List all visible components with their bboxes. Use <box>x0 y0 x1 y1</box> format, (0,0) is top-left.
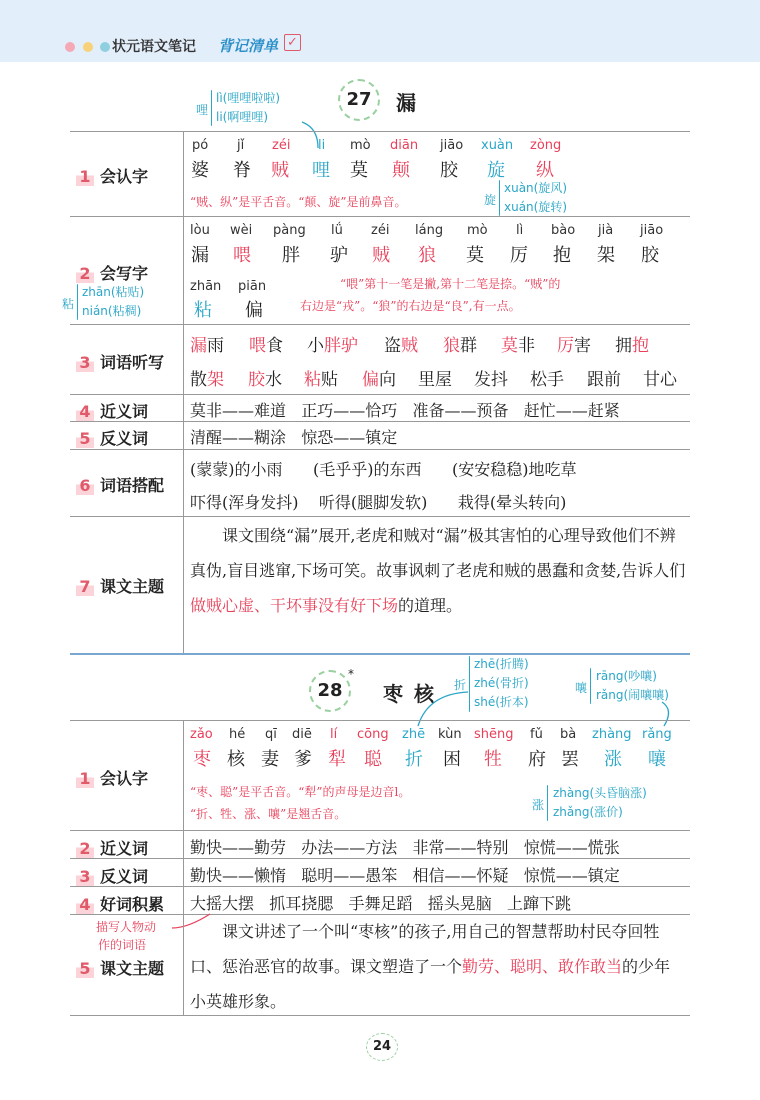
word: 甘心 <box>643 370 677 390</box>
table-bottom-line <box>70 653 690 655</box>
char: 偏 <box>245 300 263 321</box>
section-label: 5 反义词 <box>76 426 148 449</box>
pinyin: diān <box>390 138 419 153</box>
zhe-note-lines <box>474 655 529 712</box>
rang-note-brace <box>590 668 591 704</box>
li-note-brace <box>211 90 212 126</box>
pinyin: fǔ <box>530 727 543 742</box>
pinyin: pàng <box>273 223 306 238</box>
pinyin: zǎo <box>190 727 213 742</box>
li-note-char: 哩 <box>196 103 209 117</box>
pinyin: kùn <box>438 727 462 742</box>
rang-connector <box>650 700 680 730</box>
pinyin: jià <box>598 223 614 238</box>
word: 散架 <box>190 370 224 390</box>
char: 莫 <box>350 160 368 181</box>
word: 漏雨 <box>190 336 224 356</box>
char: 婆 <box>191 160 209 181</box>
pinyin: láng <box>415 223 444 238</box>
pinyin: cōng <box>357 727 389 742</box>
zhe-note-line: shé(折本) <box>474 695 529 709</box>
zhan-note-line: zhān(粘贴) <box>82 285 145 299</box>
char: 驴 <box>330 245 348 266</box>
section-label: 1 会认字 <box>76 766 148 789</box>
word: 胶水 <box>248 370 282 390</box>
char: 狼 <box>418 245 436 266</box>
xuan-note-line: xuán(旋转) <box>504 200 568 214</box>
char: 哩 <box>312 160 330 181</box>
word: 偏向 <box>362 370 396 390</box>
l27-collocations-row-2: 吓得(浑身发抖) 听得(腿脚发软) 栽得(晕头转向) <box>190 493 567 512</box>
li-note-lines <box>216 89 280 127</box>
lesson-27-number: 27 <box>338 79 380 121</box>
word: 里屋 <box>418 370 452 390</box>
li-note-line: li(啊哩哩) <box>216 110 269 124</box>
zhan-note-lines <box>82 283 144 321</box>
word: 盗贼 <box>384 336 418 356</box>
char: 纵 <box>536 160 554 181</box>
book-title: 状元语文笔记 <box>112 39 196 55</box>
rang-note-line: rǎng(闹嚷嚷) <box>596 688 669 702</box>
xuan-note-lines <box>504 179 567 217</box>
pinyin: bà <box>560 727 577 742</box>
section-label: 4 近义词 <box>76 399 148 422</box>
word: 拥抱 <box>615 336 649 356</box>
word: 喂食 <box>249 336 283 356</box>
char: 犁 <box>328 749 346 770</box>
char: 核 <box>227 749 245 770</box>
section-label: 3 反义词 <box>76 864 148 887</box>
zhan-note-line: nián(粘稠) <box>82 304 142 318</box>
row-line <box>70 394 690 395</box>
char: 折 <box>405 749 423 770</box>
char: 抱 <box>553 245 571 266</box>
table-top-line <box>70 720 690 721</box>
l27-s2-note-1: “喂”第十一笔是撇,第十二笔是捺。“贼”的 <box>340 277 561 291</box>
char: 罢 <box>561 749 579 770</box>
lesson-28-title: 枣 核 <box>383 682 436 706</box>
pinyin: piān <box>238 279 267 294</box>
l28-s1-note-2: “折、牲、涨、嚷”是翘舌音。 <box>190 807 347 821</box>
word: 莫非 <box>501 336 535 356</box>
char: 困 <box>443 749 461 770</box>
top-banner <box>0 0 760 62</box>
dot-blue-icon <box>100 42 110 52</box>
char: 旋 <box>487 160 505 181</box>
l28-antonyms: 勤快——懒惰 聪明——愚笨 相信——怀疑 惊慌——镇定 <box>190 866 620 885</box>
pinyin: wèi <box>230 223 253 238</box>
pinyin: bào <box>551 223 576 238</box>
char: 颠 <box>392 160 410 181</box>
l27-s2-note-2: 右边是“戎”。“狼”的右边是“良”,有一点。 <box>300 299 521 313</box>
char: 聪 <box>364 749 382 770</box>
dot-pink-icon <box>65 42 75 52</box>
pinyin: xuàn <box>481 138 514 153</box>
char: 架 <box>597 245 615 266</box>
section-label: 7 课文主题 <box>76 574 164 597</box>
pinyin: lì <box>516 223 524 238</box>
word: 厉害 <box>557 336 591 356</box>
l27-collocations-row-1: (蒙蒙)的小雨 (毛乎乎)的东西 (安安稳稳)地吃草 <box>190 460 577 479</box>
char: 漏 <box>191 245 209 266</box>
pinyin: mò <box>467 223 488 238</box>
l27-antonyms: 清醒——糊涂 惊恐——镇定 <box>190 428 398 447</box>
char: 嚷 <box>648 749 666 770</box>
rang-note-char: 嚷 <box>575 681 588 695</box>
l27-s1-note: “贼、纵”是平舌音。“颠、旋”是前鼻音。 <box>190 195 407 209</box>
zhan-note-char: 粘 <box>62 297 75 311</box>
char: 胖 <box>282 245 300 266</box>
char: 贼 <box>271 160 289 181</box>
pinyin: zhān <box>190 279 222 294</box>
char: 枣 <box>193 749 211 770</box>
pinyin: lǘ <box>331 223 343 238</box>
zhang-note-char: 涨 <box>532 798 545 812</box>
good-words-side-note: 描写人物动 作的词语 <box>96 920 157 952</box>
char: 喂 <box>233 245 251 266</box>
xuan-note-line: xuàn(旋风) <box>504 181 568 195</box>
char: 粘 <box>194 300 212 321</box>
zhe-connector <box>408 690 472 730</box>
word: 狼群 <box>443 336 477 356</box>
word: 发抖 <box>474 370 508 390</box>
word: 粘贴 <box>304 370 338 390</box>
lesson-28-number: 28 <box>309 670 351 712</box>
char: 妻 <box>261 749 279 770</box>
checkmark-icon: ✓ <box>284 34 301 51</box>
pinyin: li <box>318 138 326 153</box>
char: 脊 <box>233 160 251 181</box>
pinyin: jiāo <box>640 223 664 238</box>
zhang-note-lines <box>553 784 647 822</box>
l27-theme-paragraph: 课文围绕“漏”展开,老虎和贼对“漏”极其害怕的心理导致他们不辨真伪,盲目逃窜,下场可笑。故事讽刺了老虎和贼的愚蠢和贪婪,告诉人们做贼心虚、干坏事没有好下场的道理。 <box>190 526 686 615</box>
pinyin: pó <box>192 138 209 153</box>
pinyin: hé <box>229 727 246 742</box>
zhe-note-line: zhé(骨折) <box>474 676 529 690</box>
word: 小胖驴 <box>307 336 358 356</box>
li-note-line: lì(哩哩啦啦) <box>216 91 281 105</box>
table-bottom-line <box>70 1015 690 1016</box>
row-line <box>70 886 690 887</box>
zhe-note-char: 折 <box>454 678 467 692</box>
rang-note-line: rāng(吵嚷) <box>596 669 657 683</box>
pinyin: zhàng <box>592 727 632 742</box>
word: 跟前 <box>587 370 621 390</box>
l28-theme-paragraph: 课文讲述了一个叫“枣核”的孩子,用自己的智慧帮助村民夺回牲口、惩治恶官的故事。课文塑造了一个勤劳、聪明、敢作敢当的少年小英雄形象。 <box>190 922 671 1011</box>
pinyin: qī <box>265 727 277 742</box>
section-label: 2 近义词 <box>76 836 148 859</box>
pinyin: shēng <box>474 727 514 742</box>
pinyin: mò <box>350 138 371 153</box>
row-line <box>70 858 690 859</box>
table-divider <box>183 720 184 1015</box>
pinyin: jiāo <box>440 138 464 153</box>
page-number: 24 <box>366 1033 398 1061</box>
section-label: 2 会写字 <box>76 261 148 284</box>
pinyin: zhē <box>402 727 426 742</box>
xuan-note-char: 旋 <box>484 193 497 207</box>
l27-synonyms: 莫非——难道 正巧——恰巧 准备——预备 赶忙——赶紧 <box>190 401 620 420</box>
section-label: 4 好词积累 <box>76 892 164 915</box>
book-subtitle: 背记清单 <box>218 37 279 55</box>
l28-s1-note-1: “枣、聪”是平舌音。“犁”的声母是边音l。 <box>190 785 411 799</box>
pinyin: rǎng <box>642 727 672 742</box>
section-label: 5 课文主题 <box>76 956 164 979</box>
lesson-28-star: * <box>348 667 354 681</box>
pinyin: jǐ <box>237 138 245 153</box>
pinyin: zéi <box>371 223 390 238</box>
table-top-line <box>70 131 690 132</box>
row-line <box>70 830 690 831</box>
char: 府 <box>528 749 546 770</box>
row-line <box>70 324 690 325</box>
char: 胶 <box>641 245 659 266</box>
char: 胶 <box>440 160 458 181</box>
zhe-note-line: zhē(折腾) <box>474 657 529 671</box>
pinyin: zòng <box>530 138 562 153</box>
row-line <box>70 449 690 450</box>
row-line <box>70 421 690 422</box>
table-divider <box>183 131 184 653</box>
pinyin: lí <box>330 727 338 742</box>
word: 松手 <box>530 370 564 390</box>
section-label: 6 词语搭配 <box>76 473 164 496</box>
row-line <box>70 216 690 217</box>
zhan-note-brace <box>77 284 78 320</box>
section-label: 1 会认字 <box>76 164 148 187</box>
zhang-note-line: zhǎng(涨价) <box>553 805 623 819</box>
l28-synonyms: 勤快——勤劳 办法——方法 非常——特别 惊慌——慌张 <box>190 838 620 857</box>
li-connector <box>300 120 330 150</box>
zhang-note-line: zhàng(头昏脑涨) <box>553 786 647 800</box>
section-label: 3 词语听写 <box>76 350 164 373</box>
pinyin: lòu <box>190 223 210 238</box>
char: 涨 <box>604 749 622 770</box>
char: 厉 <box>510 245 528 266</box>
lesson-27-title: 漏 <box>396 91 418 115</box>
zhang-note-brace <box>547 785 548 821</box>
xuan-note-brace <box>499 180 500 216</box>
char: 莫 <box>466 245 484 266</box>
char: 爹 <box>294 749 312 770</box>
char: 牲 <box>484 749 502 770</box>
pinyin: diē <box>292 727 312 742</box>
char: 贼 <box>372 245 390 266</box>
pinyin: zéi <box>272 138 291 153</box>
row-line <box>70 516 690 517</box>
dot-yellow-icon <box>83 42 93 52</box>
l28-good-words: 大摇大摆 抓耳挠腮 手舞足蹈 摇头晃脑 上蹿下跳 <box>190 894 572 913</box>
